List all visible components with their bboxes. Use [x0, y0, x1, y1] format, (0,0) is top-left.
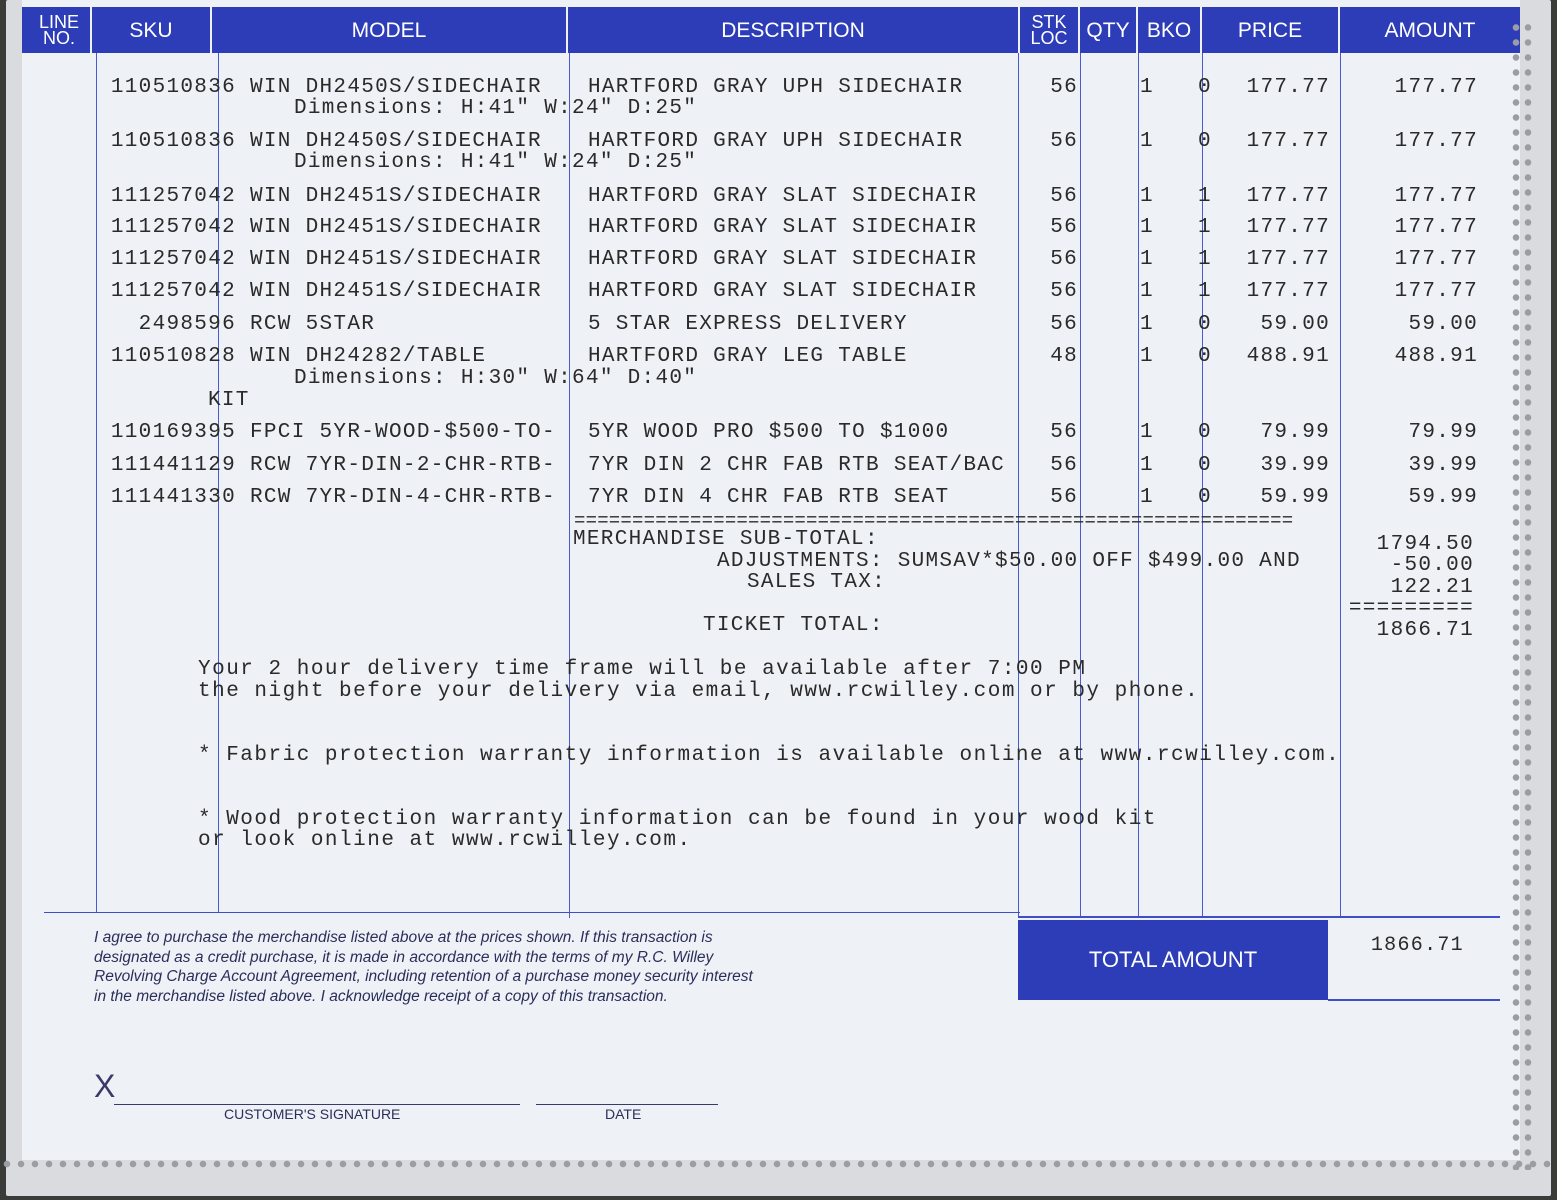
model-cell: RCW 7YR-DIN-4-CHR-RTB-: [250, 486, 556, 509]
header-qty: QTY: [1086, 18, 1130, 42]
qty-cell: 1: [1140, 313, 1154, 336]
model-cell: WIN DH2451S/SIDECHAIR: [250, 248, 542, 271]
model-cell: RCW 7YR-DIN-2-CHR-RTB-: [250, 454, 556, 477]
model-cell: WIN DH2451S/SIDECHAIR: [250, 216, 542, 239]
header-divider: [566, 7, 568, 53]
header-divider: [1200, 7, 1202, 53]
description-cell: HARTFORD GRAY UPH SIDECHAIR: [588, 76, 964, 99]
table-header: [22, 7, 1520, 53]
dimensions-note: Dimensions: H:30" W:64" D:40": [294, 367, 698, 390]
price-cell: 177.77: [1246, 185, 1330, 208]
model-cell: WIN DH2451S/SIDECHAIR: [250, 280, 542, 303]
qty-cell: 1: [1140, 248, 1154, 271]
model-cell: FPCI 5YR-WOOD-$500-TO-: [250, 421, 556, 444]
signature-line[interactable]: [114, 1104, 520, 1105]
date-label: DATE: [605, 1106, 642, 1122]
dimensions-note: Dimensions: H:41" W:24" D:25": [294, 151, 698, 174]
description-cell: 5YR WOOD PRO $500 TO $1000: [588, 421, 950, 444]
header-stk-loc: STK LOC: [1030, 12, 1068, 48]
stk-loc-cell: 56: [1050, 486, 1078, 509]
description-cell: 7YR DIN 4 CHR FAB RTB SEAT: [588, 486, 950, 509]
ticket-total-value: 1866.71: [1376, 619, 1474, 642]
amount-cell: 177.77: [1394, 216, 1478, 239]
qty-cell: 1: [1140, 130, 1154, 153]
qty-cell: 1: [1140, 486, 1154, 509]
adjustments-label: ADJUSTMENTS: SUMSAV*$50.00 OFF $499.00 AND: [717, 550, 1301, 573]
price-cell: 177.77: [1246, 280, 1330, 303]
header-description: DESCRIPTION: [721, 18, 865, 42]
sku-cell: 111257042: [110, 280, 236, 303]
model-cell: KIT: [208, 389, 250, 412]
amount-cell: 177.77: [1394, 130, 1478, 153]
model-cell: WIN DH2451S/SIDECHAIR: [250, 185, 542, 208]
stk-loc-cell: 48: [1050, 345, 1078, 368]
date-line[interactable]: [536, 1104, 718, 1105]
price-cell: 177.77: [1246, 130, 1330, 153]
model-cell: WIN DH24282/TABLE: [250, 345, 487, 368]
signature-x: X: [94, 1068, 116, 1104]
model-cell: WIN DH2450S/SIDECHAIR: [250, 76, 542, 99]
qty-cell: 1: [1140, 421, 1154, 444]
receipt-page: [22, 0, 1520, 1160]
sleeve-perforation-bottom: [0, 1158, 1557, 1170]
bko-cell: 0: [1198, 130, 1212, 153]
bko-cell: 0: [1198, 76, 1212, 99]
bko-cell: 1: [1198, 216, 1212, 239]
items-separator: ==============================================================: [574, 510, 1294, 532]
stk-loc-cell: 56: [1050, 280, 1078, 303]
total-amount-label: TOTAL AMOUNT: [1088, 947, 1258, 972]
price-cell: 177.77: [1246, 76, 1330, 99]
sales-tax-value: 122.21: [1390, 576, 1474, 599]
total-separator: =========: [1348, 597, 1474, 620]
adjustments-value: -50.00: [1390, 554, 1474, 577]
column-rule: [1138, 53, 1139, 918]
bko-cell: 0: [1198, 313, 1212, 336]
header-amount: AMOUNT: [1384, 18, 1476, 42]
description-cell: HARTFORD GRAY UPH SIDECHAIR: [588, 130, 964, 153]
bko-cell: 0: [1198, 345, 1212, 368]
header-divider: [90, 7, 92, 53]
signature-label: CUSTOMER'S SIGNATURE: [224, 1106, 401, 1122]
header-price: PRICE: [1237, 18, 1303, 42]
qty-cell: 1: [1140, 76, 1154, 99]
amount-cell: 177.77: [1394, 76, 1478, 99]
column-rule: [96, 53, 97, 913]
sku-cell: 111257042: [110, 185, 236, 208]
description-cell: 5 STAR EXPRESS DELIVERY: [588, 313, 908, 336]
footer-rule: [1018, 916, 1500, 918]
stk-loc-cell: 56: [1050, 76, 1078, 99]
amount-cell: 39.99: [1408, 454, 1478, 477]
amount-cell: 177.77: [1394, 248, 1478, 271]
dimensions-note: Dimensions: H:41" W:24" D:25": [294, 97, 698, 120]
description-cell: HARTFORD GRAY SLAT SIDECHAIR: [588, 216, 978, 239]
price-cell: 488.91: [1246, 345, 1330, 368]
sku-cell: 110510836: [110, 130, 236, 153]
sales-tax-label: SALES TAX:: [747, 571, 887, 594]
stk-loc-cell: 56: [1050, 185, 1078, 208]
stk-loc-cell: 56: [1050, 216, 1078, 239]
model-cell: RCW 5STAR: [250, 313, 376, 336]
bko-cell: 0: [1198, 421, 1212, 444]
price-cell: 59.99: [1260, 486, 1330, 509]
description-cell: HARTFORD GRAY SLAT SIDECHAIR: [588, 185, 978, 208]
price-cell: 177.77: [1246, 216, 1330, 239]
sku-cell: 111441129: [110, 454, 236, 477]
sku-cell: 110510828: [110, 345, 236, 368]
price-cell: 177.77: [1246, 248, 1330, 271]
qty-cell: 1: [1140, 216, 1154, 239]
price-cell: 59.00: [1260, 313, 1330, 336]
amount-cell: 79.99: [1408, 421, 1478, 444]
header-divider: [1136, 7, 1138, 53]
sku-cell: 111257042: [110, 216, 236, 239]
column-rule: [1080, 53, 1081, 918]
subtotal-label: MERCHANDISE SUB-TOTAL:: [573, 528, 879, 551]
qty-cell: 1: [1140, 345, 1154, 368]
header-divider: [1018, 7, 1020, 53]
delivery-note-line2: the night before your delivery via email, www.rcwilley.com or by phone.: [198, 680, 1200, 703]
header-divider: [210, 7, 212, 53]
footer-rule: [44, 912, 1020, 913]
header-sku: SKU: [129, 18, 173, 42]
column-rule: [1018, 53, 1019, 918]
price-cell: 39.99: [1260, 454, 1330, 477]
bko-cell: 0: [1198, 486, 1212, 509]
model-cell: WIN DH2450S/SIDECHAIR: [250, 130, 542, 153]
bko-cell: 1: [1198, 280, 1212, 303]
bko-cell: 0: [1198, 454, 1212, 477]
purchase-agreement-text: I agree to purchase the merchandise listed above at the prices shown. If this transaction is designated as a credit purchase, it is made in accordance with the terms of my R.C. Willey Revolving Charge Account Agreement, including retention of a purchase money security interest in the merchandise listed above. I acknowledge receipt of a copy of this transaction.: [94, 929, 753, 1005]
stk-loc-cell: 56: [1050, 130, 1078, 153]
bko-cell: 1: [1198, 248, 1212, 271]
column-rule: [218, 53, 219, 913]
bko-cell: 1: [1198, 185, 1212, 208]
sku-cell: 111441330: [110, 486, 236, 509]
qty-cell: 1: [1140, 454, 1154, 477]
amount-cell: 59.99: [1408, 486, 1478, 509]
amount-cell: 177.77: [1394, 280, 1478, 303]
header-model: MODEL: [351, 18, 427, 42]
sku-cell: 110169395: [110, 421, 236, 444]
amount-cell: 488.91: [1394, 345, 1478, 368]
total-amount-value: 1866.71: [1370, 934, 1464, 957]
total-amount-box: [1018, 920, 1328, 1000]
header-divider: [1078, 7, 1080, 53]
footer-rule: [1328, 999, 1500, 1001]
sku-cell: 111257042: [110, 248, 236, 271]
description-cell: HARTFORD GRAY SLAT SIDECHAIR: [588, 280, 978, 303]
fabric-warranty-note: * Fabric protection warranty information is available online at www.rcwilley.com.: [198, 744, 1341, 767]
sku-cell: 110510836: [110, 76, 236, 99]
stk-loc-cell: 56: [1050, 454, 1078, 477]
price-cell: 79.99: [1260, 421, 1330, 444]
sku-cell: 2498596: [138, 313, 236, 336]
amount-cell: 59.00: [1408, 313, 1478, 336]
subtotal-value: 1794.50: [1376, 533, 1474, 556]
description-cell: HARTFORD GRAY LEG TABLE: [588, 345, 908, 368]
header-divider: [1338, 7, 1340, 53]
wood-warranty-note-line1: * Wood protection warranty information can be found in your wood kit: [198, 808, 1157, 831]
header-bko: BKO: [1146, 18, 1192, 42]
sleeve-perforation-right: [1510, 20, 1534, 1170]
qty-cell: 1: [1140, 280, 1154, 303]
stk-loc-cell: 56: [1050, 313, 1078, 336]
amount-cell: 177.77: [1394, 185, 1478, 208]
ticket-total-label: TICKET TOTAL:: [703, 614, 884, 637]
delivery-note-line1: Your 2 hour delivery time frame will be available after 7:00 PM: [198, 658, 1087, 681]
wood-warranty-note-line2: or look online at www.rcwilley.com.: [198, 829, 692, 852]
description-cell: HARTFORD GRAY SLAT SIDECHAIR: [588, 248, 978, 271]
stk-loc-cell: 56: [1050, 248, 1078, 271]
description-cell: 7YR DIN 2 CHR FAB RTB SEAT/BAC: [588, 454, 1006, 477]
header-line-no: LINE NO.: [38, 12, 80, 48]
qty-cell: 1: [1140, 185, 1154, 208]
stk-loc-cell: 56: [1050, 421, 1078, 444]
